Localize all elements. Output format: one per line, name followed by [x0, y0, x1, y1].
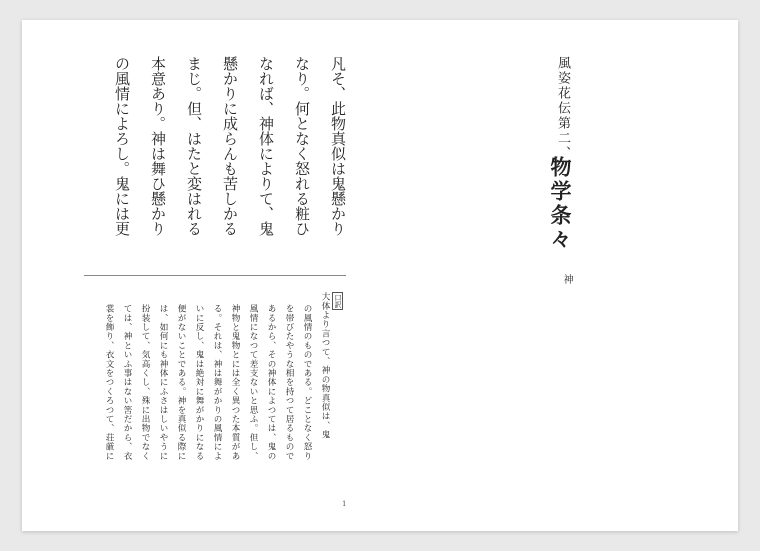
translation-column: 神物と鬼物とには全く異つた本質があ: [230, 304, 240, 461]
chapter-heading: 風姿花伝第二、: [555, 56, 570, 161]
translation-column: の風情のものである。どことなく怒り: [302, 304, 312, 461]
main-text-column: 懸かりに成らんも苦しかる: [221, 56, 239, 236]
translation-column: いに反し、鬼は絶対に舞がかりになる: [194, 304, 204, 461]
translation-column: 扮装して、気高くし、殊に出物でなく: [140, 304, 150, 461]
translation-label: 口訳: [334, 294, 342, 308]
translation-column: を帯びたやうな相を持つて居るもので: [284, 304, 294, 461]
main-text-column: 凡そ、此物真似は鬼懸かり: [329, 56, 347, 236]
main-text-column: なり。何となく怒れる粧ひ: [293, 56, 311, 236]
translation-column: 便がないことである。神を真似る際に: [176, 304, 186, 461]
section-divider: [84, 275, 346, 276]
translation-column: 風情になつて差支ないと思ふ。但し、: [248, 304, 258, 461]
section-subtitle: 神: [561, 274, 572, 284]
translation-column: ては、神といふ事はない筈だから、衣: [122, 304, 132, 461]
translation-column: 裳を飾り、衣文をつくろつて、荘厳に: [104, 304, 114, 461]
main-text-column: まじ。但、はたと変はれる: [185, 56, 203, 236]
section-title: 物学条々: [548, 156, 573, 252]
page-number: 1: [342, 500, 347, 508]
book-spread: [22, 20, 738, 531]
translation-column: る。それは、神は舞がかりの風情によ: [212, 304, 222, 461]
translation-column: は、如何にも神体にふさはしいやうに: [158, 304, 168, 461]
main-text-column: なれば、神体によりて、鬼: [257, 56, 275, 236]
translation-column: 大体より言つて、神の物真似は、鬼: [320, 292, 330, 440]
translation-column: あるから、その神体によつては、鬼の: [266, 304, 276, 461]
main-text-column: の風情によろし。鬼には更: [113, 56, 131, 236]
main-text-column: 本意あり。神は舞ひ懸かり: [149, 56, 167, 236]
